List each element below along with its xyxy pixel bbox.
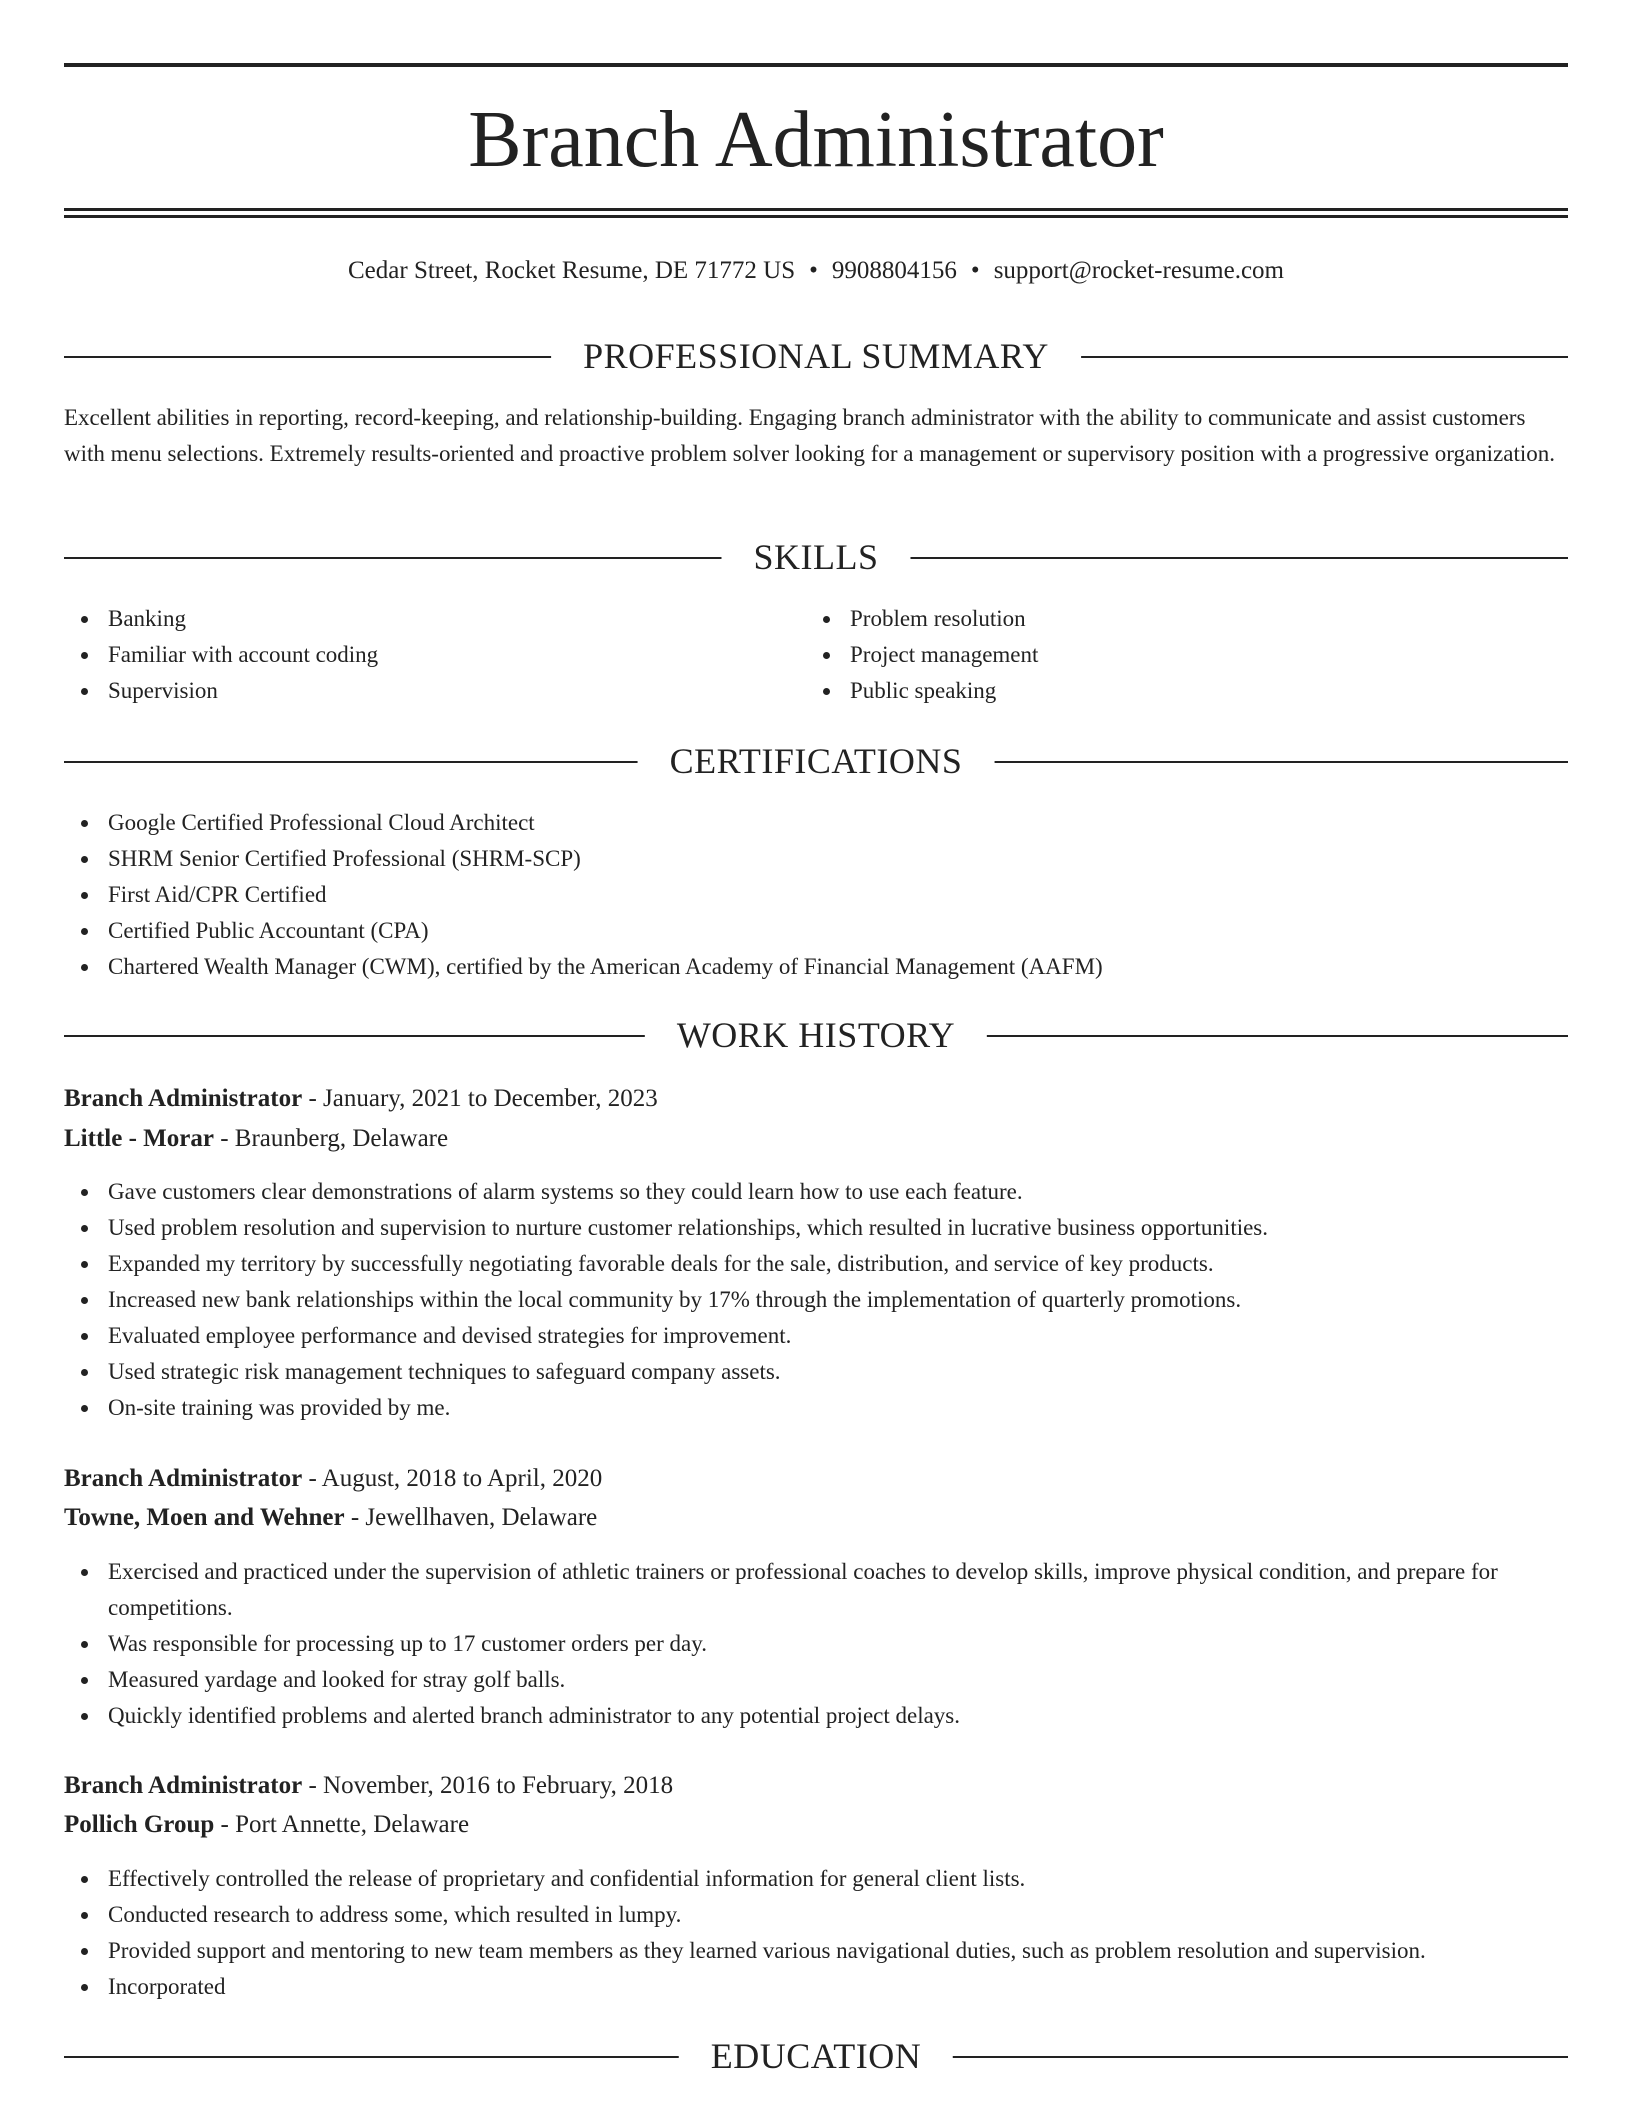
contact-separator: • <box>809 257 818 284</box>
job-bullet: Gave customers clear demonstrations of alarm systems so they could learn how to use each feature. <box>108 1174 1568 1210</box>
job-title-line <box>64 1461 1568 1497</box>
section-header-skills <box>64 537 1568 577</box>
section-title-work-history: WORK HISTORY <box>645 1015 987 1055</box>
job-bullet: Exercised and practiced under the supervision of athletic trainers or professional coaches to develop skills, improve physical condition, and prepare for competitions. <box>108 1554 1568 1626</box>
job-dates: - November, 2016 to February, 2018 <box>302 1772 674 1799</box>
job-bullet: Quickly identified problems and alerted branch administrator to any potential project delays. <box>108 1698 1568 1734</box>
certification-item: First Aid/CPR Certified <box>108 877 1568 913</box>
skill-item: Project management <box>850 637 1550 673</box>
job-bullet: Expanded my territory by successfully negotiating favorable deals for the sale, distribution, and service of key products. <box>108 1246 1568 1282</box>
double-rule-lower <box>64 215 1568 218</box>
job-title-line <box>64 1081 1568 1117</box>
job-company: Pollich Group <box>64 1811 215 1838</box>
contact-address: Cedar Street, Rocket Resume, DE 71772 US <box>348 257 796 284</box>
job-bullet: Conducted research to address some, which resulted in lumpy. <box>108 1897 1588 1933</box>
job-bullets <box>64 1861 1588 2005</box>
job-bullet: Used problem resolution and supervision to nurture customer relationships, which resulted in lucrative business opportunities. <box>108 1210 1568 1246</box>
job-title: Branch Administrator <box>64 1085 303 1112</box>
job-location: - Jewellhaven, Delaware <box>344 1504 598 1531</box>
contact-email: support@rocket-resume.com <box>993 257 1284 284</box>
certification-item: SHRM Senior Certified Professional (SHRM-SCP) <box>108 841 1568 877</box>
skill-item: Supervision <box>108 673 808 709</box>
job-title: Branch Administrator <box>64 1465 303 1492</box>
job-bullet: On-site training was provided by me. <box>108 1390 1568 1426</box>
skill-item: Problem resolution <box>850 601 1550 637</box>
double-rule-upper <box>64 208 1568 211</box>
section-title-skills: SKILLS <box>721 537 910 577</box>
certification-item: Chartered Wealth Manager (CWM), certified by the American Academy of Financial Management (AAFM) <box>108 949 1568 985</box>
job-bullets <box>64 1174 1568 1426</box>
section-title-summary: PROFESSIONAL SUMMARY <box>551 336 1081 376</box>
job-dates: - January, 2021 to December, 2023 <box>302 1085 658 1112</box>
job-company-line <box>64 1121 1568 1157</box>
skill-item: Public speaking <box>850 673 1550 709</box>
job-bullet: Increased new bank relationships within the local community by 17% through the implementation of quarterly promotions. <box>108 1282 1568 1318</box>
job-company-line <box>64 1500 1568 1536</box>
certifications-list <box>64 805 1568 985</box>
skills-list-left <box>64 601 808 709</box>
summary-text: Excellent abilities in reporting, record-keeping, and relationship-building. Engaging branch administrator with the ability to communicate and assist customers with menu selections. Extremely results-oriented and proactive problem solver looking for a management or supervisory position with a progressive organization. <box>64 405 1556 466</box>
job-title-line <box>64 1768 1568 1804</box>
job-dates: - August, 2018 to April, 2020 <box>302 1465 603 1492</box>
section-header-education <box>64 2036 1568 2076</box>
top-rule <box>64 63 1568 67</box>
skill-item: Familiar with account coding <box>108 637 808 673</box>
contact-phone: 9908804156 <box>831 257 957 284</box>
resume-name: Branch Administrator <box>468 96 1164 184</box>
section-header-work-history <box>64 1015 1568 1055</box>
contact-separator: • <box>970 257 980 284</box>
certification-item: Google Certified Professional Cloud Architect <box>108 805 1568 841</box>
job-bullet: Evaluated employee performance and devised strategies for improvement. <box>108 1318 1568 1354</box>
job-bullet: Used strategic risk management techniques to safeguard company assets. <box>108 1354 1568 1390</box>
section-header-summary <box>64 336 1568 376</box>
job-bullet: Incorporated <box>108 1969 1588 2005</box>
job-bullets <box>64 1554 1568 1734</box>
job-company: Towne, Moen and Wehner <box>64 1504 345 1531</box>
section-title-education: EDUCATION <box>679 2036 953 2076</box>
skills-list-right <box>806 601 1550 709</box>
job-bullet: Provided support and mentoring to new team members as they learned various navigational duties, such as problem resolution and supervision. <box>108 1933 1588 1969</box>
job-bullet: Effectively controlled the release of proprietary and confidential information for general client lists. <box>108 1861 1588 1897</box>
job-bullet: Measured yardage and looked for stray golf balls. <box>108 1662 1568 1698</box>
certification-item: Certified Public Accountant (CPA) <box>108 913 1568 949</box>
job-title: Branch Administrator <box>64 1772 303 1799</box>
section-header-certifications <box>64 741 1568 781</box>
section-title-certifications: CERTIFICATIONS <box>638 741 995 781</box>
skill-item: Banking <box>108 601 808 637</box>
job-company: Little - Morar <box>64 1125 214 1152</box>
job-location: - Braunberg, Delaware <box>213 1125 449 1152</box>
job-location: - Port Annette, Delaware <box>214 1811 470 1838</box>
contact-line <box>64 255 1568 287</box>
job-company-line <box>64 1807 1568 1843</box>
job-bullet: Was responsible for processing up to 17 customer orders per day. <box>108 1626 1568 1662</box>
